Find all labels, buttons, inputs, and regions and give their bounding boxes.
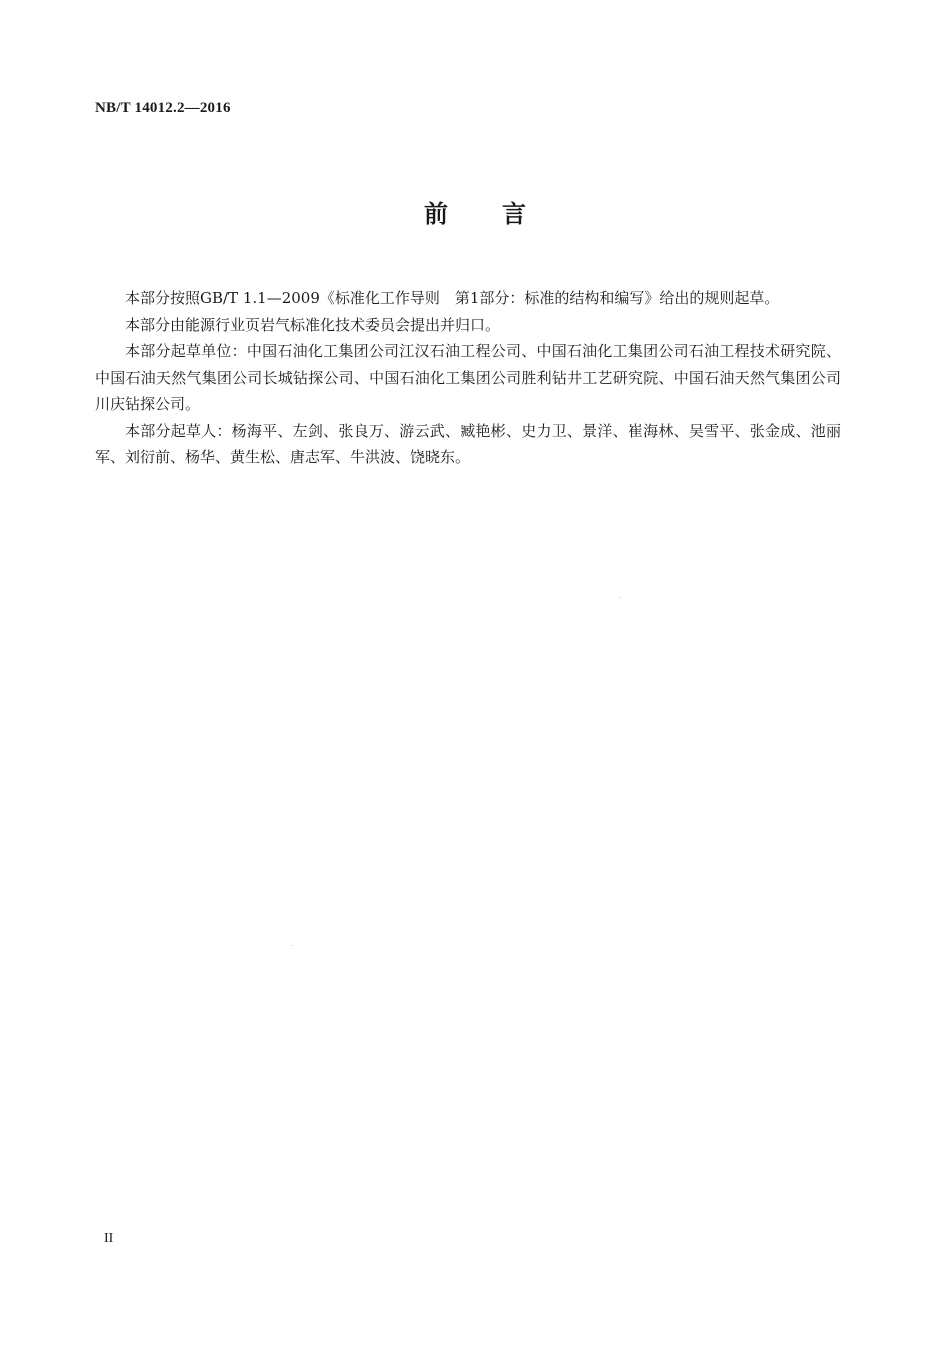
paragraph-proposer: 本部分由能源行业页岩气标准化技术委员会提出并归口。: [125, 315, 501, 334]
paragraph-drafters: 本部分起草人：杨海平、左剑、张良万、游云武、臧艳彬、史力卫、景洋、崔海林、吴雪平、张金成、池丽军、刘衍前、杨华、黄生松、唐志军、牛洪波、饶晓东。: [95, 421, 841, 466]
scan-speck: [619, 597, 620, 598]
paragraph-drafting-rules: 本部分按照GB/T 1.1—2009《标准化工作导则 第1部分：标准的结构和编写》给出的规则起草。: [125, 289, 780, 307]
page-number: II: [104, 1231, 114, 1246]
page-title: [0, 194, 950, 229]
paragraph-drafting-units: 本部分起草单位：中国石油化工集团公司江汉石油工程公司、中国石油化工集团公司石油工程技术研究院、中国石油天然气集团公司长城钻探公司、中国石油化工集团公司胜利钻井工艺研究院、中国石油天然气集团公司川庆钻探公司。: [95, 342, 841, 413]
foreword-body: [95, 285, 841, 471]
scan-speck: [291, 945, 292, 946]
title-char-1: 前: [424, 200, 448, 228]
title-char-2: 言: [502, 200, 526, 228]
standard-code: NB/T 14012.2—2016: [95, 100, 231, 116]
